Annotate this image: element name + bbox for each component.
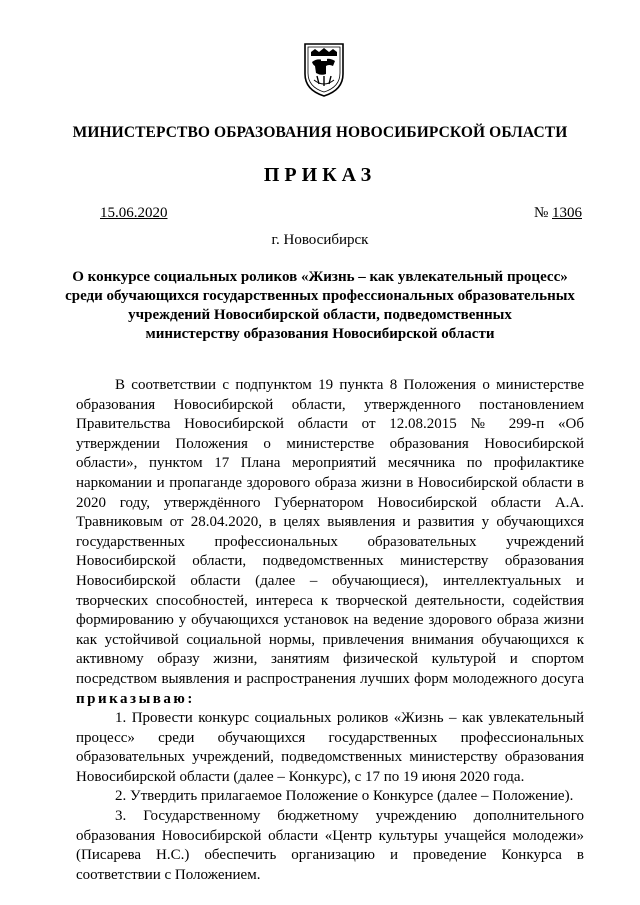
order-item: 3. Государственному бюджетному учреждению дополнительного образования Новосибирской области «Центр культуры учащейся молодежи» (Писарева Н.С.) обеспечить организацию и проведение Конкурса в соответствии с Положением. (76, 808, 584, 883)
subject-line: О конкурсе социальных роликов «Жизнь – как увлекательный процесс» (72, 269, 568, 285)
order-item: 1. Провести конкурс социальных роликов «Жизнь – как увлекательный процесс» среди обучающихся государственных профессиональных образовательных учреждений, подведомственных министерству образования Новосибирской области (далее – Конкурс), с 17 по 19 июня 2020 года. (76, 710, 584, 785)
order-word: приказываю: (76, 690, 195, 707)
number-prefix: № (533, 205, 549, 221)
ministry-name: МИНИСТЕРСТВО ОБРАЗОВАНИЯ НОВОСИБИРСКОЙ ОБЛАСТИ (72, 124, 568, 141)
document-type-title: ПРИКАЗ (263, 164, 377, 186)
subject-line: среди обучающихся государственных профессиональных образовательных (65, 288, 575, 304)
number-value: 1306 (552, 205, 582, 221)
subject-line: учреждений Новосибирской области, подведомственных (128, 307, 512, 323)
city-name: г. Новосибирск (271, 232, 369, 248)
preamble-text: В соответствии с подпунктом 19 пункта 8 Положения о министерстве образования Новосибирской области, утвержденного постановлением Правительства Новосибирской области от 12.08.2015 № 299-п «Об утверждении Положения о министерстве образования Новосибирской области», пунктом 17 Плана мероприятий месячника по профилактике наркомании и пропаганде здорового образа жизни в Новосибирской области в 2020 году, утверждённого Губернатором Новосибирской области А.А. Травниковым от 28.04.2020, в целях выявления и развития у обучающихся государственных профессиональных образовательных учреждений Новосибирской области, подведомственных министерству образования Новосибирской области (далее – обучающиеся), интеллектуальных и творческих способностей, интереса к творческой деятельности, содействия формированию у обучающихся установок на ведение здорового образа жизни как устойчивой социальной нормы, привлечения внимания обучающихся к активному образу жизни, занятиям физической культурой и спортом посредством выявления и распространения лучших форм молодежного досуга (76, 377, 584, 687)
order-number (534, 205, 582, 222)
subject-line: министерству образования Новосибирской области (145, 326, 495, 342)
order-subject (40, 268, 600, 344)
order-body (76, 376, 584, 885)
preamble-paragraph (76, 376, 584, 709)
order-date: 15.06.2020 (100, 205, 168, 221)
order-item: 2. Утвердить прилагаемое Положение о Конкурсе (далее – Положение). (115, 788, 574, 805)
coat-of-arms-icon (299, 40, 349, 98)
